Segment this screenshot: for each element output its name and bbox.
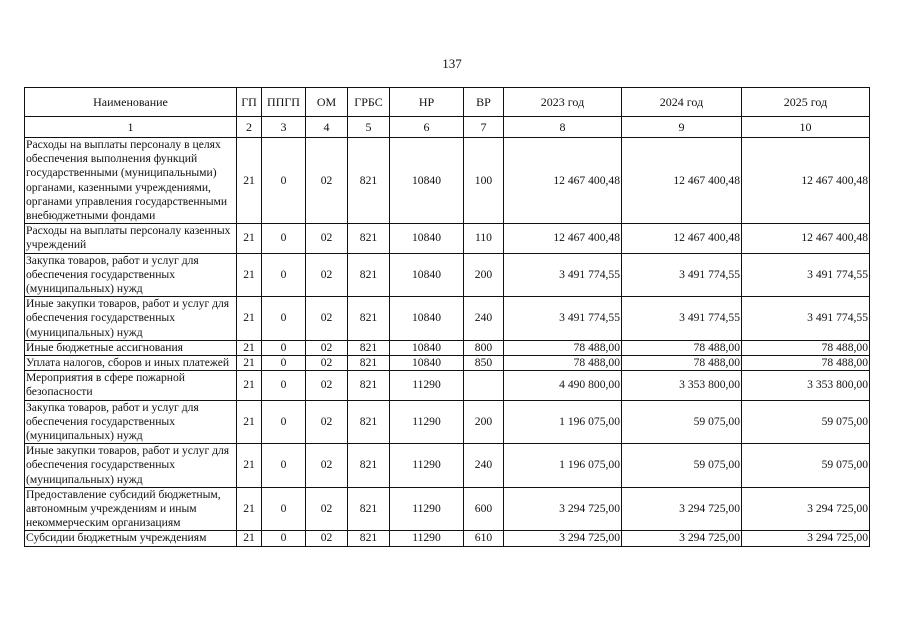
cell-gp: 21	[237, 253, 262, 297]
header-2024: 2024 год	[622, 88, 742, 117]
cell-2023: 3 491 774,55	[504, 253, 622, 297]
cell-name: Уплата налогов, сборов и иных платежей	[25, 356, 237, 371]
cell-gp: 21	[237, 487, 262, 531]
cell-ppgp: 0	[262, 224, 306, 253]
cell-grbs: 821	[348, 400, 390, 444]
cell-2025: 3 294 725,00	[742, 531, 870, 546]
cell-vr: 850	[464, 356, 504, 371]
cell-name: Закупка товаров, работ и услуг для обеспечения государственных (муниципальных) нужд	[25, 253, 237, 297]
cell-ppgp: 0	[262, 253, 306, 297]
cell-grbs: 821	[348, 371, 390, 400]
cell-nr: 10840	[390, 297, 464, 341]
header-2023: 2023 год	[504, 88, 622, 117]
cell-2025: 78 488,00	[742, 340, 870, 355]
cell-vr: 610	[464, 531, 504, 546]
cell-2024: 59 075,00	[622, 400, 742, 444]
table-row	[25, 444, 870, 488]
cell-2024: 78 488,00	[622, 340, 742, 355]
cell-ppgp: 0	[262, 531, 306, 546]
cell-grbs: 821	[348, 253, 390, 297]
cell-om: 02	[306, 356, 348, 371]
cell-ppgp: 0	[262, 340, 306, 355]
cell-2023: 4 490 800,00	[504, 371, 622, 400]
cell-gp: 21	[237, 340, 262, 355]
cell-2023: 3 294 725,00	[504, 487, 622, 531]
cell-gp: 21	[237, 297, 262, 341]
cell-gp: 21	[237, 356, 262, 371]
cell-nr: 10840	[390, 138, 464, 224]
table-row	[25, 400, 870, 444]
cell-2023: 3 294 725,00	[504, 531, 622, 546]
table-row	[25, 487, 870, 531]
cell-vr: 240	[464, 297, 504, 341]
column-number: 2	[237, 117, 262, 138]
table-row	[25, 297, 870, 341]
table-row	[25, 531, 870, 546]
cell-vr: 200	[464, 253, 504, 297]
cell-om: 02	[306, 487, 348, 531]
cell-name: Иные закупки товаров, работ и услуг для обеспечения государственных (муниципальных) нужд	[25, 444, 237, 488]
cell-grbs: 821	[348, 356, 390, 371]
cell-name: Иные бюджетные ассигнования	[25, 340, 237, 355]
cell-om: 02	[306, 340, 348, 355]
column-number-row	[25, 117, 870, 138]
cell-2023: 12 467 400,48	[504, 138, 622, 224]
cell-2023: 1 196 075,00	[504, 444, 622, 488]
budget-table	[24, 87, 870, 547]
cell-2025: 78 488,00	[742, 356, 870, 371]
header-gp: ГП	[237, 88, 262, 117]
column-number: 9	[622, 117, 742, 138]
cell-ppgp: 0	[262, 138, 306, 224]
cell-om: 02	[306, 297, 348, 341]
header-name: Наименование	[25, 88, 237, 117]
cell-grbs: 821	[348, 297, 390, 341]
cell-grbs: 821	[348, 340, 390, 355]
cell-2023: 78 488,00	[504, 340, 622, 355]
cell-2024: 3 294 725,00	[622, 487, 742, 531]
cell-2025: 3 491 774,55	[742, 297, 870, 341]
table-row	[25, 356, 870, 371]
cell-2025: 59 075,00	[742, 444, 870, 488]
cell-nr: 10840	[390, 356, 464, 371]
cell-2024: 12 467 400,48	[622, 138, 742, 224]
cell-2025: 3 491 774,55	[742, 253, 870, 297]
cell-grbs: 821	[348, 444, 390, 488]
table-row	[25, 340, 870, 355]
column-number: 8	[504, 117, 622, 138]
header-grbs: ГРБС	[348, 88, 390, 117]
cell-vr	[464, 371, 504, 400]
cell-name: Мероприятия в сфере пожарной безопасности	[25, 371, 237, 400]
cell-name: Иные закупки товаров, работ и услуг для обеспечения государственных (муниципальных) нужд	[25, 297, 237, 341]
cell-nr: 11290	[390, 400, 464, 444]
cell-vr: 240	[464, 444, 504, 488]
cell-2024: 3 294 725,00	[622, 531, 742, 546]
cell-nr: 11290	[390, 444, 464, 488]
cell-2024: 59 075,00	[622, 444, 742, 488]
cell-name: Закупка товаров, работ и услуг для обеспечения государственных (муниципальных) нужд	[25, 400, 237, 444]
cell-2023: 78 488,00	[504, 356, 622, 371]
cell-om: 02	[306, 371, 348, 400]
cell-ppgp: 0	[262, 371, 306, 400]
cell-ppgp: 0	[262, 487, 306, 531]
cell-vr: 110	[464, 224, 504, 253]
column-number: 10	[742, 117, 870, 138]
column-number: 6	[390, 117, 464, 138]
table-row	[25, 371, 870, 400]
cell-om: 02	[306, 400, 348, 444]
cell-name: Предоставление субсидий бюджетным, автономным учреждениям и иным некоммерческим организациям	[25, 487, 237, 531]
cell-gp: 21	[237, 531, 262, 546]
cell-om: 02	[306, 138, 348, 224]
column-number: 1	[25, 117, 237, 138]
header-2025: 2025 год	[742, 88, 870, 117]
table-row	[25, 224, 870, 253]
cell-name: Расходы на выплаты персоналу в целях обеспечения выполнения функций государственными (муниципальными) органами, казенными учреждениями, органами управления государственными внебюджетными фондами	[25, 138, 237, 224]
cell-nr: 11290	[390, 487, 464, 531]
cell-gp: 21	[237, 444, 262, 488]
cell-om: 02	[306, 531, 348, 546]
cell-2025: 3 294 725,00	[742, 487, 870, 531]
cell-gp: 21	[237, 138, 262, 224]
cell-ppgp: 0	[262, 444, 306, 488]
page-number: 137	[442, 56, 462, 71]
cell-2023: 1 196 075,00	[504, 400, 622, 444]
cell-2025: 12 467 400,48	[742, 224, 870, 253]
cell-vr: 600	[464, 487, 504, 531]
header-vr: ВР	[464, 88, 504, 117]
cell-2025: 12 467 400,48	[742, 138, 870, 224]
cell-nr: 10840	[390, 253, 464, 297]
cell-2024: 12 467 400,48	[622, 224, 742, 253]
cell-vr: 100	[464, 138, 504, 224]
cell-gp: 21	[237, 371, 262, 400]
cell-vr: 800	[464, 340, 504, 355]
header-nr: НР	[390, 88, 464, 117]
cell-2024: 3 353 800,00	[622, 371, 742, 400]
cell-2025: 59 075,00	[742, 400, 870, 444]
cell-2023: 3 491 774,55	[504, 297, 622, 341]
cell-2025: 3 353 800,00	[742, 371, 870, 400]
cell-grbs: 821	[348, 531, 390, 546]
cell-ppgp: 0	[262, 356, 306, 371]
column-number: 3	[262, 117, 306, 138]
cell-gp: 21	[237, 400, 262, 444]
table-row	[25, 253, 870, 297]
table-row	[25, 138, 870, 224]
cell-om: 02	[306, 444, 348, 488]
cell-om: 02	[306, 253, 348, 297]
cell-name: Расходы на выплаты персоналу казенных учреждений	[25, 224, 237, 253]
cell-nr: 11290	[390, 531, 464, 546]
cell-nr: 10840	[390, 340, 464, 355]
cell-grbs: 821	[348, 224, 390, 253]
cell-name: Субсидии бюджетным учреждениям	[25, 531, 237, 546]
cell-grbs: 821	[348, 487, 390, 531]
cell-vr: 200	[464, 400, 504, 444]
header-ppgp: ППГП	[262, 88, 306, 117]
cell-ppgp: 0	[262, 400, 306, 444]
header-om: ОМ	[306, 88, 348, 117]
header-row	[25, 88, 870, 117]
column-number: 7	[464, 117, 504, 138]
cell-om: 02	[306, 224, 348, 253]
cell-2024: 3 491 774,55	[622, 297, 742, 341]
cell-nr: 10840	[390, 224, 464, 253]
column-number: 5	[348, 117, 390, 138]
cell-2023: 12 467 400,48	[504, 224, 622, 253]
cell-nr: 11290	[390, 371, 464, 400]
cell-2024: 78 488,00	[622, 356, 742, 371]
cell-2024: 3 491 774,55	[622, 253, 742, 297]
cell-gp: 21	[237, 224, 262, 253]
column-number: 4	[306, 117, 348, 138]
cell-grbs: 821	[348, 138, 390, 224]
cell-ppgp: 0	[262, 297, 306, 341]
